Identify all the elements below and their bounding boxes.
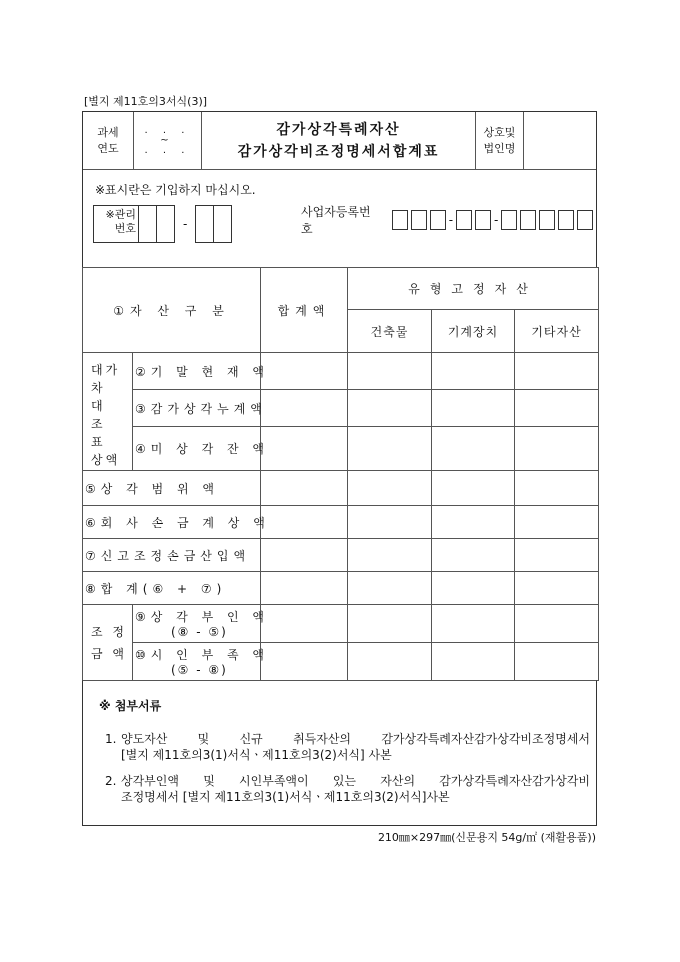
cell-other[interactable] (515, 572, 599, 605)
period-start: . . . (144, 124, 191, 136)
mgmt-label: ※관리 번호 (94, 206, 139, 242)
item-line2: [별지 제11호의3(1)서식ㆍ제11호의3(2)서식] 사본 (121, 748, 392, 762)
group-label: 대가 차 대 조 표 상액 (91, 363, 121, 467)
cell-machinery[interactable] (432, 605, 515, 643)
cell-machinery[interactable] (432, 353, 515, 390)
group-label: 조 정 금 액 (91, 624, 127, 661)
cell-building[interactable] (348, 390, 432, 427)
tax-year-label (83, 112, 134, 169)
cell-total[interactable] (261, 390, 348, 427)
form-title (202, 112, 476, 169)
item-line2: 조정명세서 [별지 제11호의3(1)서식ㆍ제11호의3(2)서식]사본 (121, 790, 450, 804)
cell-total[interactable] (261, 506, 348, 539)
cell-machinery[interactable] (432, 471, 515, 506)
identification-section (82, 169, 597, 267)
cell-machinery[interactable] (432, 506, 515, 539)
table-row (83, 572, 599, 605)
row-label (133, 353, 269, 390)
row-label (133, 390, 267, 427)
col-asset-header: ①자 산 구 분 (83, 268, 261, 353)
item-number: 1. (105, 732, 117, 746)
col-total-header: 합계액 (261, 268, 348, 353)
cell-total[interactable] (261, 605, 348, 643)
row-formula: (⑤ - ⑧) (171, 663, 228, 677)
cell-building[interactable] (348, 643, 432, 681)
cell-machinery[interactable] (432, 539, 515, 572)
table-row (83, 471, 599, 506)
attachment-item (105, 773, 590, 805)
row-label-text: ③감가상각누계액 (135, 401, 267, 416)
item-number: 2. (105, 774, 117, 788)
row-label-text: ④미 상 각 잔 액 (135, 442, 269, 456)
row-label-text: ⑩시 인 부 족 액 (135, 648, 269, 662)
table-row (83, 427, 599, 471)
cell-other[interactable] (515, 643, 599, 681)
table-row (83, 643, 599, 681)
biz-digit[interactable] (430, 210, 446, 230)
table-row (83, 539, 599, 572)
cell-building[interactable] (348, 353, 432, 390)
biz-digit[interactable] (501, 210, 517, 230)
cell-other[interactable] (515, 539, 599, 572)
cell-machinery[interactable] (432, 643, 515, 681)
company-name-field[interactable] (524, 112, 596, 169)
row-label (133, 605, 269, 643)
row-label-text: ⑤상 각 범 위 액 (85, 481, 219, 496)
attachments-title: ※ 첨부서류 (99, 699, 162, 713)
row-label-text: ②기 말 현 재 액 (135, 364, 269, 379)
row-label-text: ⑥회 사 손 금 계 상 액 (85, 515, 270, 530)
cell-other[interactable] (515, 605, 599, 643)
cell-total[interactable] (261, 471, 348, 506)
cell-building[interactable] (348, 471, 432, 506)
mgmt-cell[interactable] (214, 206, 231, 242)
cell-other[interactable] (515, 390, 599, 427)
table-row (83, 506, 599, 539)
row-label (83, 572, 261, 605)
col-building: 건축물 (348, 310, 432, 353)
cell-other[interactable] (515, 353, 599, 390)
cell-total[interactable] (261, 572, 348, 605)
biz-dash: - (448, 213, 454, 227)
cell-other[interactable] (515, 427, 599, 471)
company-label (476, 112, 524, 169)
tax-period-field[interactable] (134, 112, 202, 169)
biz-digit[interactable] (520, 210, 536, 230)
cell-machinery[interactable] (432, 390, 515, 427)
cell-total[interactable] (261, 353, 348, 390)
col-other-assets: 기타자산 (515, 310, 599, 353)
biz-digit[interactable] (475, 210, 491, 230)
management-number (93, 205, 232, 243)
row-label-text: ⑧합 계(⑥ + ⑦) (85, 581, 227, 596)
biz-dash: - (493, 213, 499, 227)
depreciation-table (82, 267, 599, 681)
mgmt-cell[interactable] (157, 206, 174, 242)
row-label-text: ⑦신고조정손금산입액 (85, 548, 251, 563)
mgmt-cell[interactable] (139, 206, 157, 242)
biz-digit[interactable] (539, 210, 555, 230)
title-line1: 감가상각특례자산 (276, 121, 401, 138)
attachment-item (105, 731, 590, 763)
form-header (82, 111, 597, 170)
cell-building[interactable] (348, 427, 432, 471)
cell-building[interactable] (348, 539, 432, 572)
cell-total[interactable] (261, 643, 348, 681)
cell-other[interactable] (515, 471, 599, 506)
cell-other[interactable] (515, 506, 599, 539)
biz-digit[interactable] (392, 210, 408, 230)
cell-total[interactable] (261, 539, 348, 572)
paper-spec: 210㎜×297㎜(신문용지 54g/㎡ (재활용품)) (377, 831, 596, 844)
biz-digit[interactable] (456, 210, 472, 230)
biz-digit[interactable] (577, 210, 593, 230)
row-label (83, 506, 270, 539)
col-machinery: 기계장치 (432, 310, 515, 353)
row-label (133, 643, 269, 681)
row-label (83, 471, 261, 506)
row-label-text: ⑨상 각 부 인 액 (135, 610, 269, 624)
company-label-text: 상호및 법인명 (483, 125, 516, 155)
attachments-section (82, 680, 597, 826)
period-sep: ~ (160, 134, 175, 146)
row-formula: (⑧ - ⑤) (171, 625, 228, 639)
table-row (83, 353, 599, 390)
cell-machinery[interactable] (432, 427, 515, 471)
cell-building[interactable] (348, 506, 432, 539)
item-line1: 양도자산 및 신규 취득자산의 감가상각특례자산감가상각비조정명세서 (121, 732, 590, 746)
biz-digit[interactable] (558, 210, 574, 230)
group-balance-sheet (83, 353, 133, 471)
cell-building[interactable] (348, 572, 432, 605)
tax-year-label-text: 과세 연도 (97, 125, 119, 155)
table-row (83, 605, 599, 643)
business-registration-number (301, 203, 596, 237)
form-reference: [별지 제11호의3서식(3)] (84, 95, 208, 108)
biz-digit[interactable] (411, 210, 427, 230)
row-label (133, 427, 269, 471)
row-label (83, 539, 261, 572)
notice-text: ※표시란은 기입하지 마십시오. (95, 183, 256, 197)
item-line1: 상각부인액 및 시인부족액이 있는 자산의 감가상각특례자산감가상각비 (121, 774, 590, 788)
mgmt-dash: - (183, 217, 188, 231)
period-end: . . . (144, 144, 191, 156)
cell-building[interactable] (348, 605, 432, 643)
title-line2: 감가상각비조정명세서합계표 (237, 143, 440, 160)
cell-machinery[interactable] (432, 572, 515, 605)
table-row (83, 390, 599, 427)
group-adjustment (83, 605, 133, 681)
cell-total[interactable] (261, 427, 348, 471)
col-tangible-header: 유형고정자산 (348, 268, 599, 310)
biz-reg-label: 사업자등록번호 (301, 205, 371, 236)
mgmt-cell[interactable] (196, 206, 214, 242)
